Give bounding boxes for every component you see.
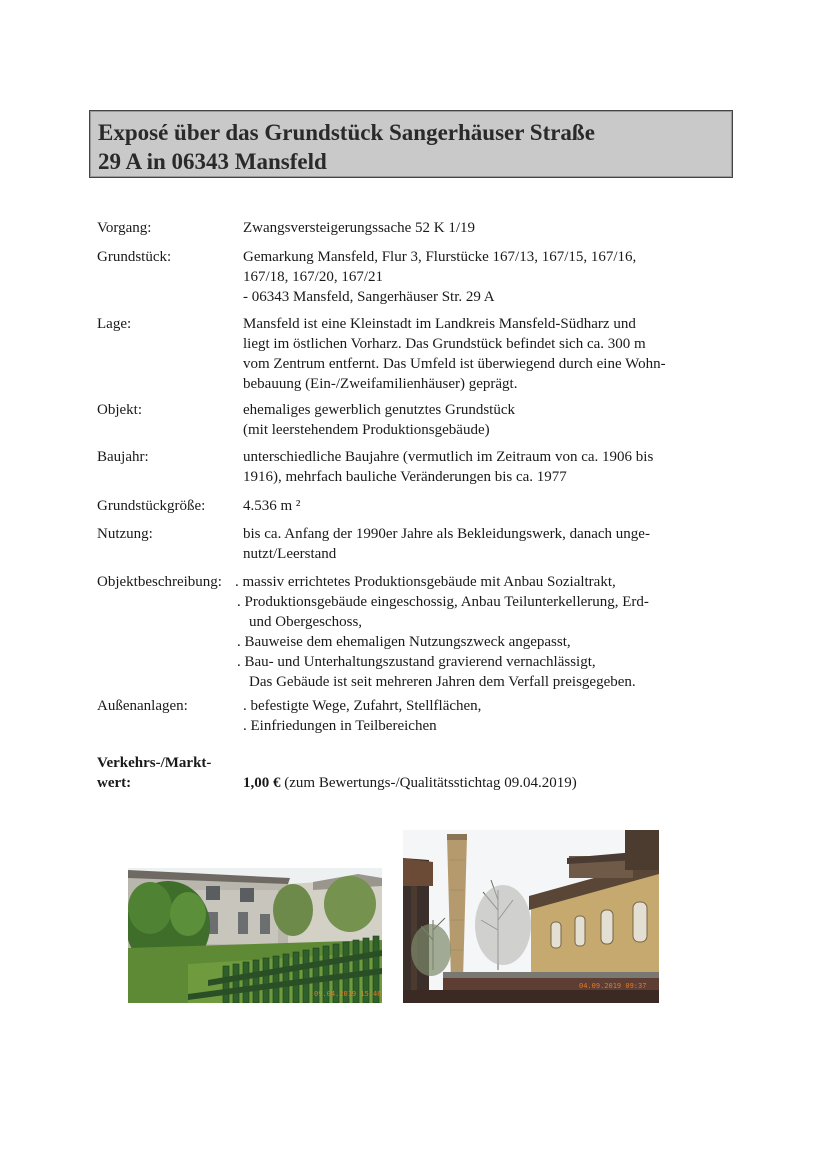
title-line-2: 29 A in 06343 Mansfeld (98, 149, 327, 174)
list-item-continuation: und Obergeschoss, (249, 614, 363, 630)
title-box (89, 110, 733, 178)
value-objekt-line: (mit leerstehendem Produktionsgebäude) (243, 422, 490, 438)
label-lage: Lage: (97, 316, 132, 332)
value-grundstueck-line: - 06343 Mansfeld, Sangerhäuser Str. 29 A (243, 289, 495, 305)
list-item-text: . Produktionsgebäude eingeschossig, Anbau Teilunterkellerung, Erd- (237, 594, 649, 610)
label-grundstueck: Grundstück: (97, 249, 172, 265)
photo-date-stamp: 09.04.2019 15:46 (314, 990, 382, 998)
verkehrswert-amount: 1,00 € (243, 775, 281, 791)
photo-chimney-hall (403, 830, 659, 1003)
list-item-continuation: Das Gebäude ist seit mehreren Jahren dem Verfall preisgegeben. (249, 674, 636, 690)
label-objekt: Objekt: (97, 402, 142, 418)
value-verkehrswert (243, 773, 723, 793)
value-grundstueckgroesse: 4.536 m ² (243, 498, 301, 514)
list-item: . Bauweise dem ehemaligen Nutzungszweck angepasst, (237, 634, 571, 650)
value-nutzung-line: bis ca. Anfang der 1990er Jahre als Bekleidungswerk, danach unge- (243, 526, 650, 542)
label-nutzung: Nutzung: (97, 526, 153, 542)
value-objekt-line: ehemaliges gewerblich genutztes Grundstück (243, 402, 515, 418)
value-lage-line: bebauung (Ein-/Zweifamilienhäuser) geprägt. (243, 376, 518, 392)
value-lage-line: liegt im östlichen Vorharz. Das Grundstück befindet sich ca. 300 m (243, 336, 646, 352)
value-baujahr-line: unterschiedliche Baujahre (vermutlich im Zeitraum von ca. 1906 bis (243, 449, 654, 465)
value-aussenanlagen-line: . Einfriedungen in Teilbereichen (243, 718, 437, 734)
label-aussenanlagen: Außenanlagen: (97, 698, 188, 714)
objektbeschreibung-list (235, 572, 725, 692)
photo-building-front-image (128, 868, 382, 1003)
title-line-1: Exposé über das Grundstück Sangerhäuser Straße (98, 120, 595, 145)
label-baujahr: Baujahr: (97, 449, 149, 465)
value-aussenanlagen-line: . befestigte Wege, Zufahrt, Stellflächen, (243, 698, 482, 714)
label-objektbeschreibung: Objektbeschreibung: (97, 574, 222, 590)
label-grundstueckgroesse: Grundstückgröße: (97, 498, 206, 514)
list-item: . massiv errichtetes Produktionsgebäude mit Anbau Sozialtrakt, (235, 574, 616, 590)
label-verkehrswert (97, 753, 211, 793)
list-item (235, 652, 725, 692)
value-lage-line: vom Zentrum entfernt. Das Umfeld ist überwiegend durch eine Wohn- (243, 356, 666, 372)
value-grundstueck-line: Gemarkung Mansfeld, Flur 3, Flurstücke 167/13, 167/15, 167/16, (243, 249, 637, 265)
list-item-text: . Bau- und Unterhaltungszustand gravierend vernachlässigt, (237, 654, 596, 670)
verkehrswert-note: (zum Bewertungs-/Qualitätsstichtag 09.04.2019) (280, 775, 577, 791)
label-verkehrswert-line1: Verkehrs-/Markt- (97, 755, 212, 771)
photo-date-stamp: 04.09.2019 09:37 (579, 982, 647, 990)
photo-building-front (128, 868, 382, 1003)
label-vorgang: Vorgang: (97, 220, 152, 236)
photo-chimney-hall-image (403, 830, 659, 1003)
value-lage-line: Mansfeld ist eine Kleinstadt im Landkreis Mansfeld-Südharz und (243, 316, 636, 332)
label-verkehrswert-line2: wert: (97, 775, 132, 791)
list-item (235, 592, 725, 632)
value-baujahr-line: 1916), mehrfach bauliche Veränderungen bis ca. 1977 (243, 469, 567, 485)
value-grundstueck-line: 167/18, 167/20, 167/21 (243, 269, 384, 285)
value-vorgang: Zwangsversteigerungssache 52 K 1/19 (243, 220, 476, 236)
value-nutzung-line: nutzt/Leerstand (243, 546, 337, 562)
